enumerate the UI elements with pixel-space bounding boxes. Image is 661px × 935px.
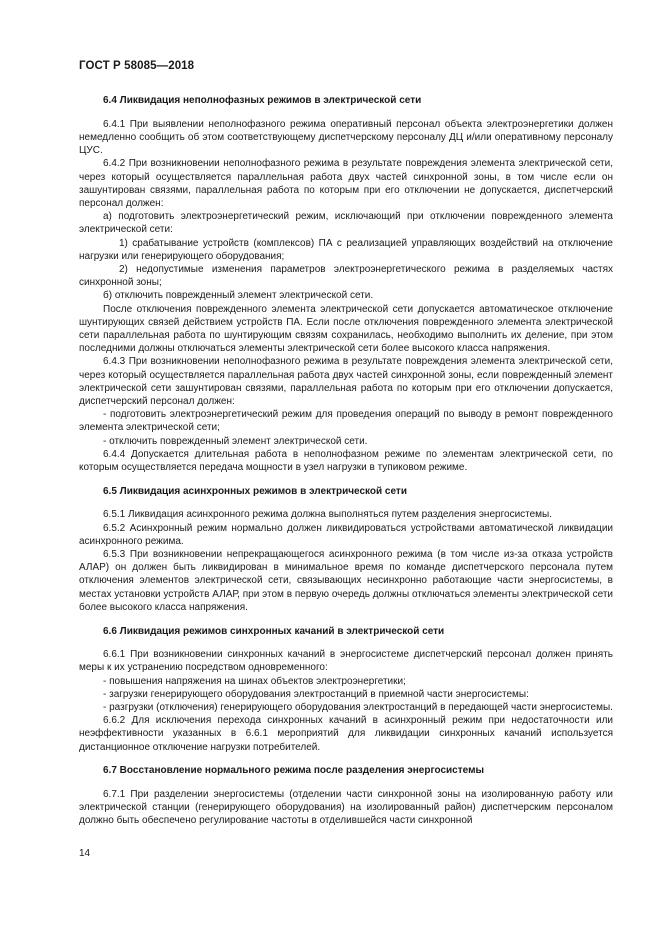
- paragraph: - отключить поврежденный элемент электрической сети.: [103, 435, 368, 447]
- heading-spacer: [79, 498, 613, 509]
- paragraph: 6.5.1 Ликвидация асинхронного режима должна выполняться путем разделения энергосистемы.: [103, 509, 553, 521]
- paragraph: б) отключить поврежденный элемент электрической сети.: [103, 290, 374, 302]
- paragraph: - подготовить электроэнергетический режим для проведения операций по выводу в ремонт поврежденного элемента электрической сети;: [79, 409, 613, 434]
- heading-spacer: [79, 638, 613, 649]
- section-heading: 6.6 Ликвидация режимов синхронных качаний в электрической сети: [103, 625, 445, 637]
- paragraph: 6.5.3 При возникновении непрекращающегося асинхронного режима (в том числе из-за отказа устройств АЛАР) он должен быть ликвидирован в минимальное время по команде диспетчерского персонала путем отключения элементов электрической сети, связывающих несинхронно работающие части энергосистемы, в местах установки устройств АЛАР, при этом в первую очередь должны отключаться элементы электрической сети более высокого класса напряжения.: [79, 549, 613, 613]
- paragraph: 6.6.1 При возникновении синхронных качаний в энергосистеме диспетчерский персонал должен принять меры к их устранению посредством одновременного:: [79, 649, 613, 674]
- paragraph: 6.4.4 Допускается длительная работа в неполнофазном режиме по элементам электрической сети, по которым осуществляется передача мощности в узел нагрузки в тупиковом режиме.: [79, 448, 613, 473]
- paragraph: 6.7.1 При разделении энергосистемы (отделении части синхронной зоны на изолированную работу или электрической станции (генерирующего оборудования) на изолированный район) диспетчерским персоналом должно быть обеспечено регулирование частоты в отделившейся части синхронной: [79, 789, 613, 827]
- paragraph: 6.4.1 При выявлении неполнофазного режима оперативный персонал объекта электроэнергетики должен немедленно сообщить об этом соответствующему диспетчерскому персоналу ДЦ и/или оперативному персоналу ЦУС.: [79, 118, 613, 157]
- document-body: [79, 94, 613, 828]
- paragraph: 1) срабатывание устройств (комплексов) ПА с реализацией управляющих воздействий на отключение нагрузки или генерирующего оборудования;: [79, 237, 613, 262]
- heading-spacer: [79, 778, 613, 789]
- heading-spacer: [79, 107, 613, 118]
- paragraph: 6.4.2 При возникновении неполнофазного режима в результате повреждения элемента электрической сети, через который осуществляется параллельная работа двух частей синхронной зоны, в том числе если он зашунтирован связями, параллельная работа по которым при его отключении не допускается, диспетчерский персонал должен:: [79, 158, 613, 209]
- paragraph: 6.5.2 Асинхронный режим нормально должен ликвидироваться устройствами автоматической ликвидации асинхронного режима.: [79, 522, 613, 547]
- paragraph: После отключения поврежденного элемента электрической сети допускается автоматическое отключение шунтирующих связей действием устройств ПА. Если после отключения поврежденного элемента электрической сети параллельная работа по шунтирующим связям сохранилась, необходимо выполнить их деление, при этом последними должны отключаться элементы электрической сети более высокого класса напряжения.: [79, 303, 613, 355]
- paragraph: - повышения напряжения на шинах объектов электроэнергетики;: [103, 675, 406, 687]
- paragraph: - разгрузки (отключения) генерирующего оборудования электростанций в передающей части энергосистемы.: [103, 702, 613, 714]
- section-heading: 6.7 Восстановление нормального режима после разделения энергосистемы: [103, 765, 485, 777]
- paragraph: а) подготовить электроэнергетический режим, исключающий при отключении поврежденного элемента электрической сети:: [79, 211, 613, 236]
- doc-header: ГОСТ Р 58085—2018: [79, 60, 195, 72]
- paragraph: 6.4.3 При возникновении неполнофазного режима в результате повреждения элемента электрической сети, через который осуществляется параллельная работа двух частей синхронной зоны, если поврежденный элемент электрической сети зашунтирован связями, параллельная работа по которым при его отключении допускается, диспетчерский персонал должен:: [79, 356, 613, 407]
- paragraph: 2) недопустимые изменения параметров электроэнергетического режима в разделяемых частях синхронной зоны;: [79, 263, 613, 289]
- paragraph: - загрузки генерирующего оборудования электростанций в приемной части энергосистемы:: [103, 688, 529, 700]
- section-spacer: [79, 614, 613, 625]
- section-spacer: [79, 474, 613, 485]
- page-number: 14: [79, 848, 91, 859]
- section-spacer: [79, 754, 613, 765]
- section-heading: 6.4 Ликвидация неполнофазных режимов в электрической сети: [103, 95, 422, 106]
- section-heading: 6.5 Ликвидация асинхронных режимов в электрической сети: [103, 485, 407, 497]
- paragraph: 6.6.2 Для исключения перехода синхронных качаний в асинхронный режим при недостаточности или неэффективности указанных в 6.6.1 мероприятий для ликвидации синхронных качаний используется дистанционное отключение нагрузки потребителей.: [79, 715, 613, 753]
